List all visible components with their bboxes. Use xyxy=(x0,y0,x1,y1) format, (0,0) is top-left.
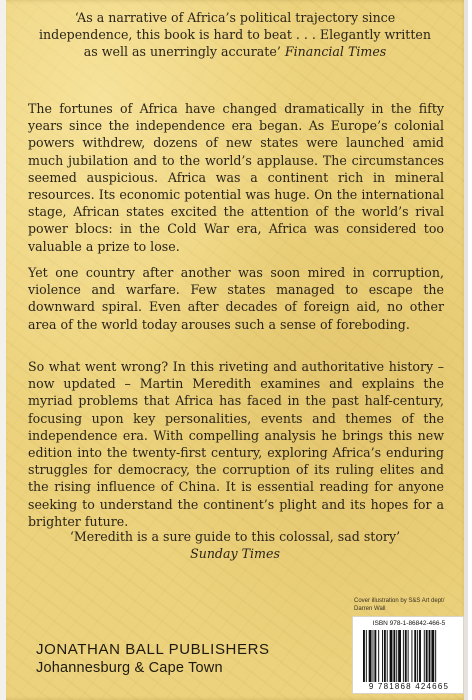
top-quote-line-2: independence, this book is hard to beat . . . Elegantly written xyxy=(39,27,431,43)
top-quote-line-3-text: as well as unerringly accurate’ xyxy=(83,44,281,60)
cover-credit xyxy=(354,597,464,613)
isbn-label: ISBN 978-1-86842-466-5 xyxy=(372,620,446,627)
cover-credit-line-1: Cover illustration by S&S Art dept/ xyxy=(354,598,445,604)
bottom-quote-source: Sunday Times xyxy=(190,546,280,562)
blurb-paragraph-1: The fortunes of Africa have changed dramatically in the fifty years since the independence era began. As Europe’s colonial powers withdrew, dozens of new states were launched amid much jubilation and to the world’s applause. The circumstances seemed auspicious. Africa was a continent rich in mineral resources. Its economic potential was huge. On the international stage, African states excited the attention of the world’s rival power blocs: in the Cold War era, Africa was considered too valuable a prize to lose. xyxy=(28,101,444,254)
top-review-quote xyxy=(28,9,442,61)
barcode-digits: 9 781868 424665 xyxy=(368,682,450,691)
barcode-icon xyxy=(363,630,459,682)
blurb-paragraph-2: Yet one country after another was soon mired in corruption, violence and warfare. Few states managed to escape the downward spiral. Even after decades of foreign aid, no other area of the world today arouses such a sense of foreboding. xyxy=(28,265,444,332)
top-quote-line-1: ‘As a narrative of Africa’s political trajectory since xyxy=(74,10,396,25)
bottom-review-quote xyxy=(28,528,442,562)
top-quote-source: Financial Times xyxy=(284,44,387,60)
bottom-quote-text: ‘Meredith is a sure guide to this colossal, sad story’ xyxy=(69,529,401,544)
publisher-name: JONATHAN BALL PUBLISHERS xyxy=(36,641,270,658)
top-quote-line-3 xyxy=(28,43,442,60)
cover-credit-line-2: Darren Wall xyxy=(354,606,386,612)
blurb-paragraph-3: So what went wrong? In this riveting and authoritative history – now updated – Martin Meredith examines and explains the myriad problems that Africa has faced in the past half-century, focusing upon key personalities, events and themes of the independence era. With compelling analysis he brings this new edition into the twenty-first century, exploring Africa’s enduring struggles for democracy, the corruption of its ruling elites and the rising influence of China. It is essential reading for anyone seeking to understand the continent’s plight and its hopes for a brighter future. xyxy=(28,359,444,529)
book-back-cover xyxy=(6,0,468,700)
right-edge-shadow xyxy=(464,0,468,700)
publisher-city: Johannesburg & Cape Town xyxy=(36,660,223,676)
isbn-barcode-box xyxy=(352,616,464,694)
publisher-imprint xyxy=(36,640,270,678)
